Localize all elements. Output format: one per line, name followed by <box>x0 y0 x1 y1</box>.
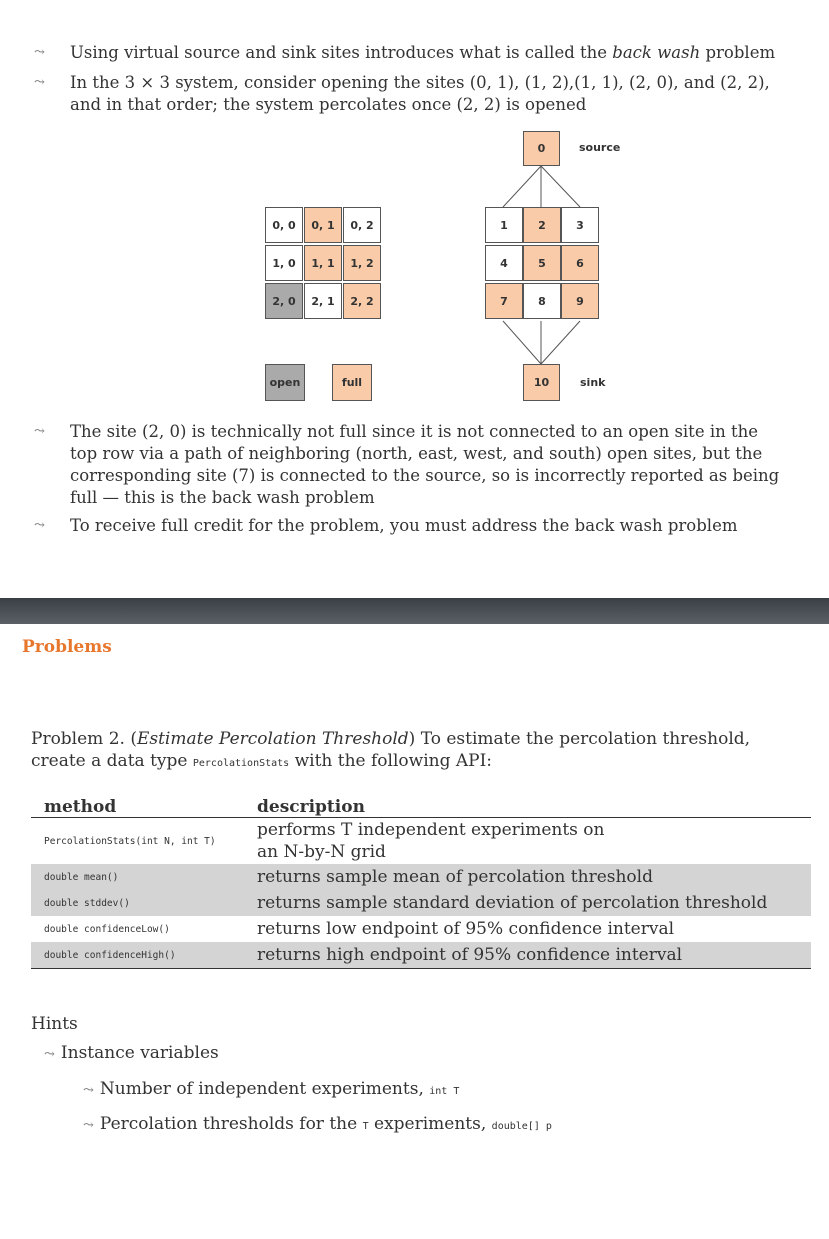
graph-node: 3 <box>561 207 599 243</box>
api-row: PercolationStats(int N, int T) performs T independent experiments on an N-by-N grid <box>44 820 605 862</box>
api-table <box>31 792 811 969</box>
hint-thresholds: ⤳ Percolation thresholds for the T experiments, double[] p <box>83 1114 552 1134</box>
bullet-icon: ⤳ <box>34 518 45 533</box>
graph-node: 6 <box>561 245 599 281</box>
api-row: double confidenceHigh() returns high endpoint of 95% confidence interval <box>31 942 811 969</box>
bullet-icon: ⤳ <box>34 45 45 60</box>
bullet-icon: ⤳ <box>34 424 45 439</box>
grid-cell: 2, 2 <box>343 283 381 319</box>
method-header: method <box>31 792 257 818</box>
legend-open: open <box>265 364 305 401</box>
source-label: source <box>579 141 621 154</box>
bullet-3x3-system: ⤳ In the 3 × 3 system, consider opening the sites (0, 1), (1, 2),(1, 1), (2, 0), and (2, 2), and in that order; the system percolates once (2, 2) is opened <box>34 73 770 114</box>
api-row: double stddev() returns sample standard deviation of percolation threshold <box>31 890 811 916</box>
graph-node: 9 <box>561 283 599 319</box>
graph-node: 4 <box>485 245 523 281</box>
api-header-row <box>31 792 811 818</box>
bullet-backwash-explanation: ⤳ The site (2, 0) is technically not full since it is not connected to an open site in the top row via a path of neighboring (north, east, west, and south) open sites, but the corresponding site (7) is connected to the source, so is incorrectly reported as being full — this is the back wash problem <box>34 422 780 507</box>
graph-node-source: 0 <box>523 131 560 166</box>
graph-edges <box>0 0 829 600</box>
grid-cell: 1, 0 <box>265 245 303 281</box>
hint-instance-variables: ⤳ Instance variables <box>44 1043 219 1063</box>
bullet-icon: ⤳ <box>44 1047 55 1062</box>
grid-cell: 0, 1 <box>304 207 342 243</box>
sink-label: sink <box>580 376 606 389</box>
graph-node: 1 <box>485 207 523 243</box>
hint-experiments: ⤳ Number of independent experiments, int T <box>83 1079 460 1099</box>
grid-cell: 2, 1 <box>304 283 342 319</box>
bullet-icon: ⤳ <box>83 1083 94 1098</box>
graph-node-sink: 10 <box>523 364 560 401</box>
graph-node: 2 <box>523 207 561 243</box>
bullet-backwash-intro: ⤳ Using virtual source and sink sites introduces what is called the back wash problem <box>34 43 776 62</box>
graph-node: 7 <box>485 283 523 319</box>
slide-divider <box>0 598 829 624</box>
grid-cell: 0, 2 <box>343 207 381 243</box>
graph-node: 5 <box>523 245 561 281</box>
bullet-icon: ⤳ <box>34 75 45 90</box>
bullet-full-credit: ⤳ To receive full credit for the problem, you must address the back wash problem <box>34 516 738 535</box>
graph-node: 8 <box>523 283 561 319</box>
hints-heading: Hints <box>31 1014 78 1034</box>
description-header: description <box>257 792 811 818</box>
grid-cell: 0, 0 <box>265 207 303 243</box>
problems-heading: Problems <box>22 637 112 657</box>
api-row: double confidenceLow() returns low endpoint of 95% confidence interval <box>44 919 675 939</box>
grid-cell: 2, 0 <box>265 283 303 319</box>
legend-full: full <box>332 364 372 401</box>
grid-cell: 1, 1 <box>304 245 342 281</box>
api-row: double mean() returns sample mean of percolation threshold <box>31 864 811 890</box>
bullet-icon: ⤳ <box>83 1118 94 1133</box>
grid-cell: 1, 2 <box>343 245 381 281</box>
problem-statement: Problem 2. (Estimate Percolation Threshold) To estimate the percolation threshold, create a data type PercolationStats with the following API: <box>31 729 751 771</box>
